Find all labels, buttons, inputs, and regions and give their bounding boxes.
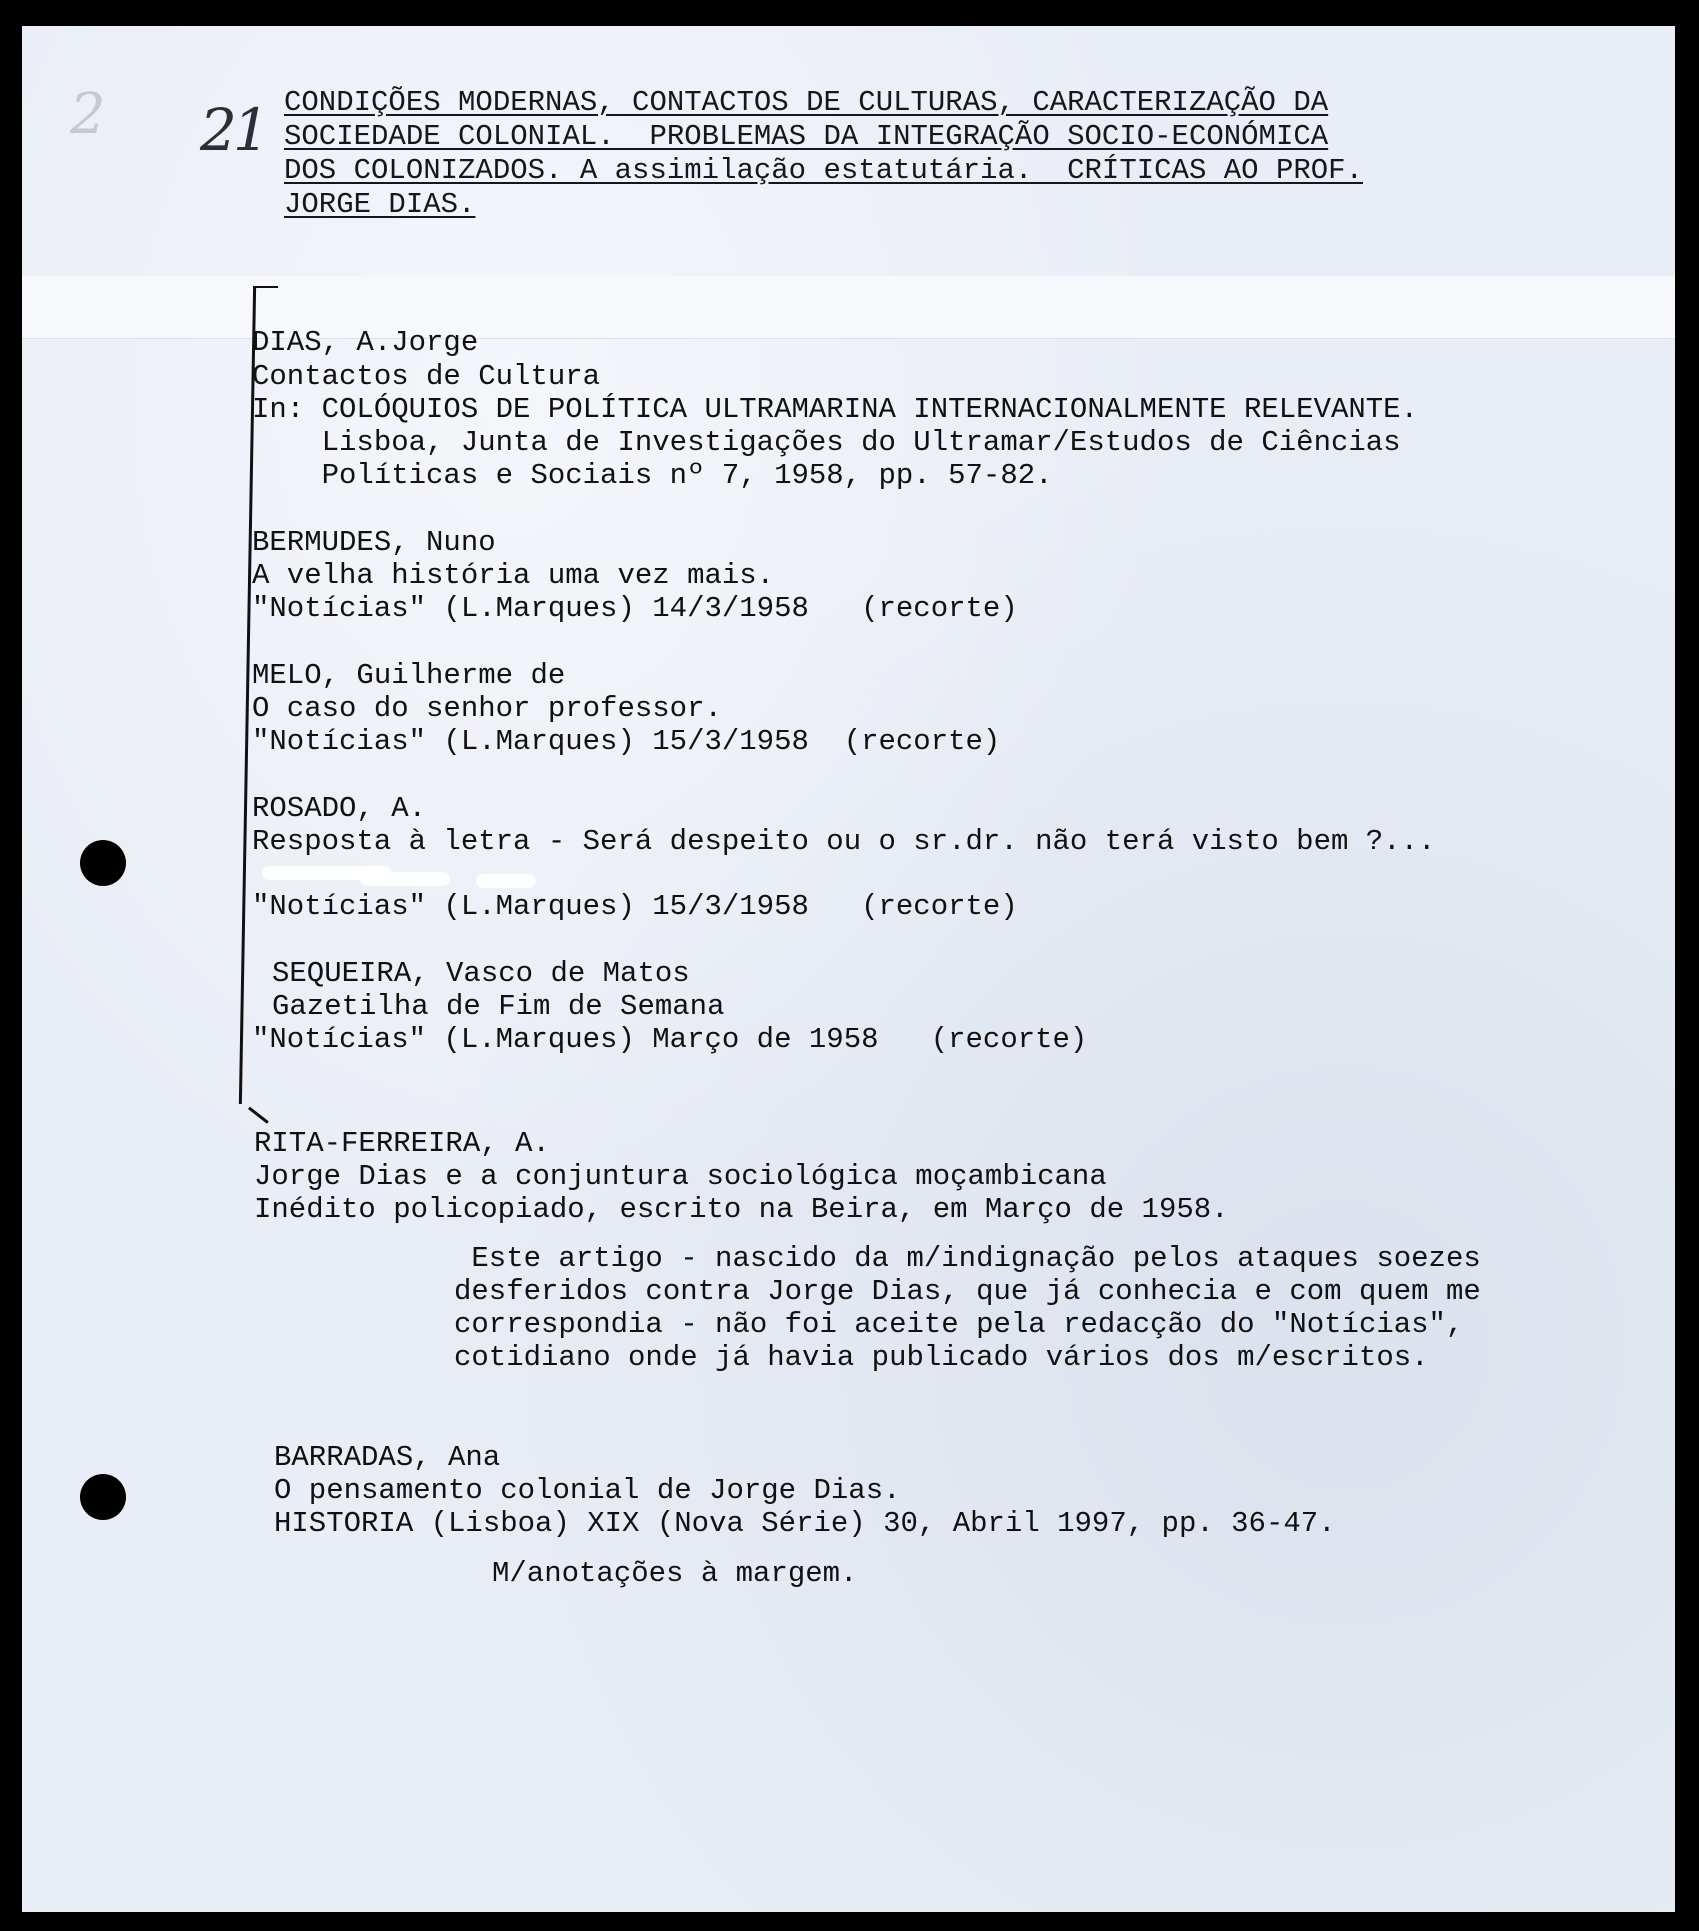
entry-title: A velha história uma vez mais. [252, 559, 775, 592]
entry-author: BERMUDES, Nuno [252, 526, 496, 559]
entry-note: Este artigo - nascido da m/indignação pelos ataques soezes [454, 1242, 1481, 1275]
entry-source: Políticas e Sociais nº 7, 1958, pp. 57-82. [252, 459, 1053, 492]
entry-source: In: COLÓQUIOS DE POLÍTICA ULTRAMARINA INTERNACIONALMENTE RELEVANTE. [252, 393, 1418, 426]
title-line: CONDIÇÕES MODERNAS, CONTACTOS DE CULTURAS, CARACTERIZAÇÃO DA [284, 86, 1329, 119]
entry-title: Jorge Dias e a conjuntura sociológica moçambicana [254, 1160, 1107, 1193]
entry-author: RITA-FERREIRA, A. [254, 1127, 550, 1160]
entry-note: cotidiano onde já havia publicado vários dos m/escritos. [454, 1341, 1429, 1374]
entry-title: Contactos de Cultura [252, 360, 601, 393]
entry-note: M/anotações à margem. [492, 1557, 858, 1590]
entry-author: DIAS, A.Jorge [252, 326, 479, 359]
correction-fluid-mark [476, 874, 536, 888]
punch-hole-lower [80, 1474, 126, 1520]
punch-hole-upper [80, 840, 126, 886]
entry-title: O caso do senhor professor. [252, 692, 722, 725]
title-line: SOCIEDADE COLONIAL. PROBLEMAS DA INTEGRAÇÃO SOCIO-ECONÓMICA [284, 120, 1329, 153]
entry-source: "Notícias" (L.Marques) 14/3/1958 (recorte) [252, 592, 1018, 625]
entry-source: "Notícias" (L.Marques) 15/3/1958 (recorte) [252, 725, 1001, 758]
title-line: JORGE DIAS. [284, 188, 476, 221]
entry-note: correspondia - não foi aceite pela redacção do "Notícias", [454, 1308, 1464, 1341]
title-line: DOS COLONIZADOS. A assimilação estatutária. CRÍTICAS AO PROF. [284, 154, 1363, 187]
entry-source: HISTORIA (Lisboa) XIX (Nova Série) 30, Abril 1997, pp. 36-47. [274, 1507, 1336, 1540]
entry-title: O pensamento colonial de Jorge Dias. [274, 1474, 901, 1507]
entry-author: SEQUEIRA, Vasco de Matos [272, 957, 690, 990]
entry-source: Lisboa, Junta de Investigações do Ultramar/Estudos de Ciências [252, 426, 1401, 459]
entry-title: Gazetilha de Fim de Semana [272, 990, 725, 1023]
entry-source: "Notícias" (L.Marques) Março de 1958 (recorte) [252, 1023, 1088, 1056]
faint-handwritten-mark: 2 [70, 82, 106, 147]
entry-title: Resposta à letra - Será despeito ou o sr.dr. não terá visto bem ?... [252, 825, 1436, 858]
entry-author: MELO, Guilherme de [252, 659, 566, 692]
entry-source: "Notícias" (L.Marques) 15/3/1958 (recorte) [252, 890, 1018, 923]
entry-source: Inédito policopiado, escrito na Beira, em Março de 1958. [254, 1193, 1229, 1226]
entry-note: desferidos contra Jorge Dias, que já conhecia e com quem me [454, 1275, 1481, 1308]
entry-author: BARRADAS, Ana [274, 1441, 501, 1474]
handwritten-page-number: 21 [200, 96, 266, 164]
correction-fluid-mark [360, 872, 450, 886]
entry-author: ROSADO, A. [252, 792, 427, 825]
